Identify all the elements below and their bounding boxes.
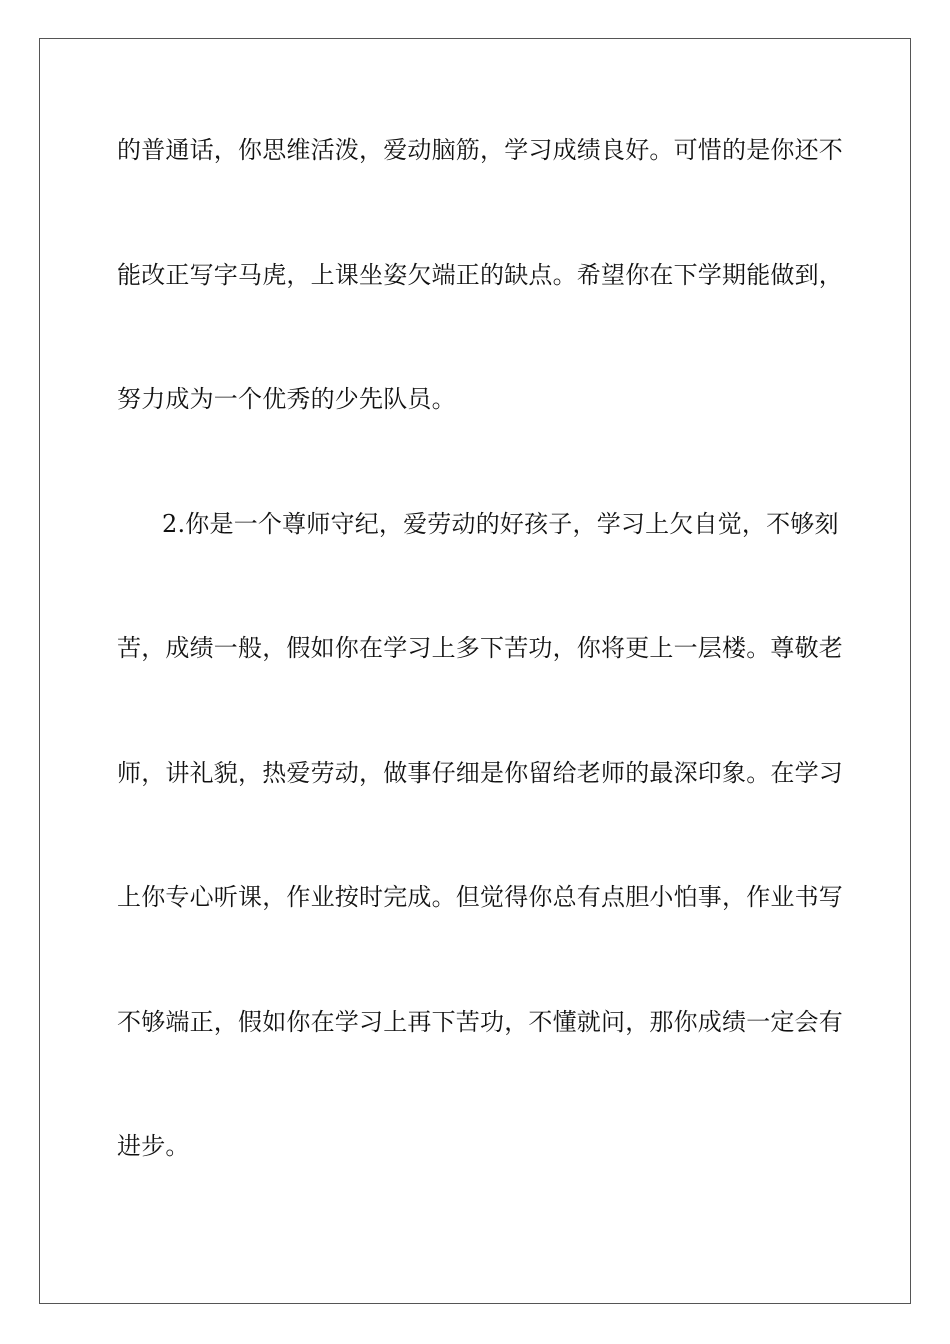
text-line: 苦，成绩一般，假如你在学习上多下苦功，你将更上一层楼。尊敬老 bbox=[117, 634, 843, 662]
text-line: 师，讲礼貌，热爱劳动，做事仔细是你留给老师的最深印象。在学习 bbox=[117, 759, 843, 787]
text-line: 不够端正，假如你在学习上再下苦功，不懂就问，那你成绩一定会有 bbox=[117, 1008, 843, 1036]
page-border bbox=[39, 38, 911, 1304]
text-line: 努力成为一个优秀的少先队员。 bbox=[117, 385, 456, 413]
paragraph-2-first-line: 2.你是一个尊师守纪，爱劳动的好孩子，学习上欠自觉，不够刻 bbox=[162, 510, 839, 538]
text-line: 上你专心听课，作业按时完成。但觉得你总有点胆小怕事，作业书写 bbox=[117, 883, 843, 911]
text-line: 进步。 bbox=[117, 1132, 190, 1160]
text-line: 能改正写字马虎，上课坐姿欠端正的缺点。希望你在下学期能做到， bbox=[117, 261, 843, 289]
text-line: 的普通话，你思维活泼，爱动脑筋，学习成绩良好。可惜的是你还不 bbox=[117, 136, 843, 164]
